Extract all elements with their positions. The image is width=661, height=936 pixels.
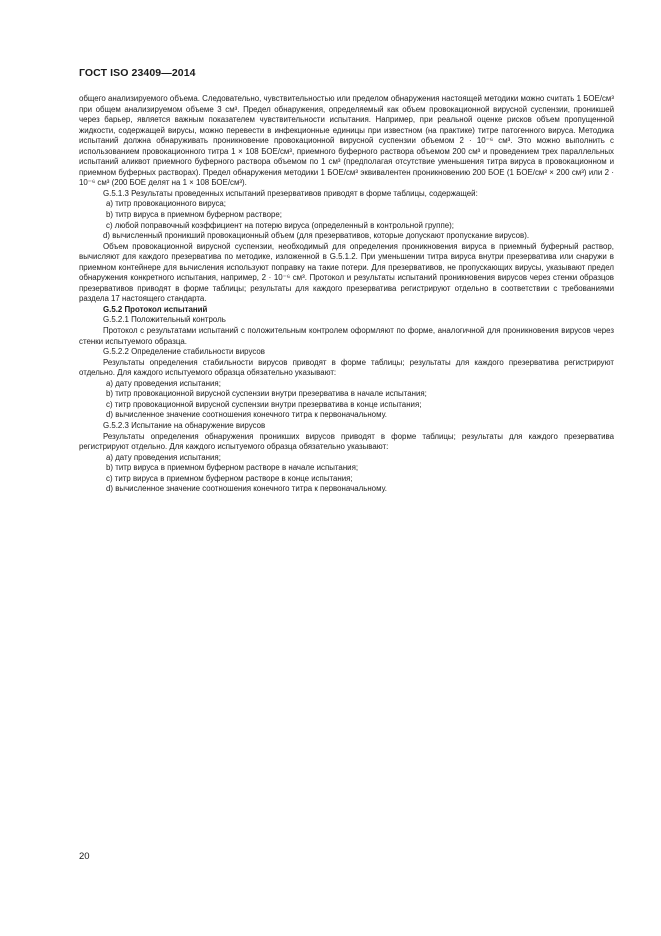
paragraph: b) титр вируса в приемном буферном растворе в начале испытания; [106, 463, 359, 473]
body-text [79, 94, 614, 495]
paragraph: G.5.2.2 Определение стабильности вирусов [103, 347, 265, 357]
paragraph: Результаты определения обнаружения проникших вирусов приводят в форме таблицы; результаты для каждого презерватива регистрируют отдельно. Для каждого испытуемого образца обязательно указывают: [79, 431, 614, 452]
page-number: 20 [79, 851, 90, 862]
paragraph: Протокол с результатами испытаний с положительным контролем оформляют по форме, аналогичной для проникновения вирусов через стенки испытуемого образца. [79, 326, 614, 346]
paragraph: G.5.2.3 Испытание на обнаружение вирусов [103, 420, 266, 430]
paragraph: d) вычисленное значение соотношения конечного титра к первоначальному. [106, 410, 387, 420]
paragraph: c) любой поправочный коэффициент на потерю вируса (определенный в контрольной группе); [106, 220, 454, 230]
paragraph: G.5.2.1 Положительный контроль [103, 315, 226, 325]
paragraph: c) титр провокационной вирусной суспензии внутри презерватива в конце испытания; [106, 399, 422, 409]
paragraph: d) вычисленное значение соотношения конечного титра к первоначальному. [106, 484, 387, 494]
paragraph: a) дату проведения испытания; [106, 378, 221, 388]
paragraph: общего анализируемого объема. Следовательно, чувствительностью или пределом обнаружения настоящей методики можно считать 1 БОЕ/см³ при общем анализируемом объеме 3 см³. Предел обнаружения, определяемый как объем провокационной вирусной суспензии, проникшей через барьер, является важным показателем чувствительности испытания. Например, при реальной оценке рисков объем пропущенной жидкости, содержащей вирусы, можно перевести в инфекционные единицы при известном (на практике) титре патогенного вируса. Методика испытаний должна обнаруживать проникновение провокационной вирусной суспензии объемом 2 · 10⁻⁶ см³. Это можно выполнить с использованием провокационного титра 1 × 108 БОЕ/см³, приемного буферного раствора объемом 200 см³ и проведением трех параллельных испытаний аликвот приемного буферного раствора объемом по 1 см³ (предполагая отсутствие уменьшения титра вируса в провокационном и приемном буферных растворах). Предел обнаружения методики 1 БОЕ/см³ эквивалентен проникновению 200 БОЕ (1 БОЕ/см³ × 200 см³) или 2 · 10⁻⁶ см³ (200 БОЕ делят на 1 × 108 БОЕ/см³). [79, 94, 614, 188]
paragraph: G.5.2 Протокол испытаний [103, 304, 208, 314]
paragraph: b) титр провокационной вирусной суспензии внутри презерватива в начале испытания; [106, 389, 427, 399]
paragraph: a) титр провокационного вируса; [106, 199, 226, 209]
standard-title: ГОСТ ISO 23409—2014 [79, 67, 196, 79]
paragraph: Результаты определения стабильности вирусов приводят в форме таблицы; результаты для каждого презерватива регистрируют отдельно. Для каждого испытуемого образца обязательно указывают: [79, 357, 614, 378]
paragraph: c) титр вируса в приемном буферном растворе в конце испытания; [106, 473, 353, 483]
paragraph: G.5.1.3 Результаты проведенных испытаний презервативов приводят в форме таблицы, содержащей: [103, 188, 478, 198]
paragraph: d) вычисленный проникший провокационный объем (для презервативов, которые допускают пропускание вирусов). [103, 231, 530, 241]
paragraph: a) дату проведения испытания; [106, 452, 221, 462]
paragraph: b) титр вируса в приемном буферном растворе; [106, 210, 282, 220]
paragraph: Объем провокационной вирусной суспензии, необходимый для определения проникновения вируса в приемный буферный раствор, вычисляют для каждого презерватива по методике, изложенной в G.5.1.2. При уменьшении титра вируса внутри презерватива или снаружи в приемном контейнере для вычисления используют поправку на такие потери. Для презервативов, не пропускающих вирусы, указывают предел обнаружения конкретного испытания, например, 2 · 10⁻⁶ см³. Протокол и результаты испытаний проникновения вирусов через стенки образцов презервативов приводят в форме таблицы; результаты для каждого презерватива регистрируют отдельно в соответствии с требованиями раздела 17 настоящего стандарта. [79, 241, 614, 304]
